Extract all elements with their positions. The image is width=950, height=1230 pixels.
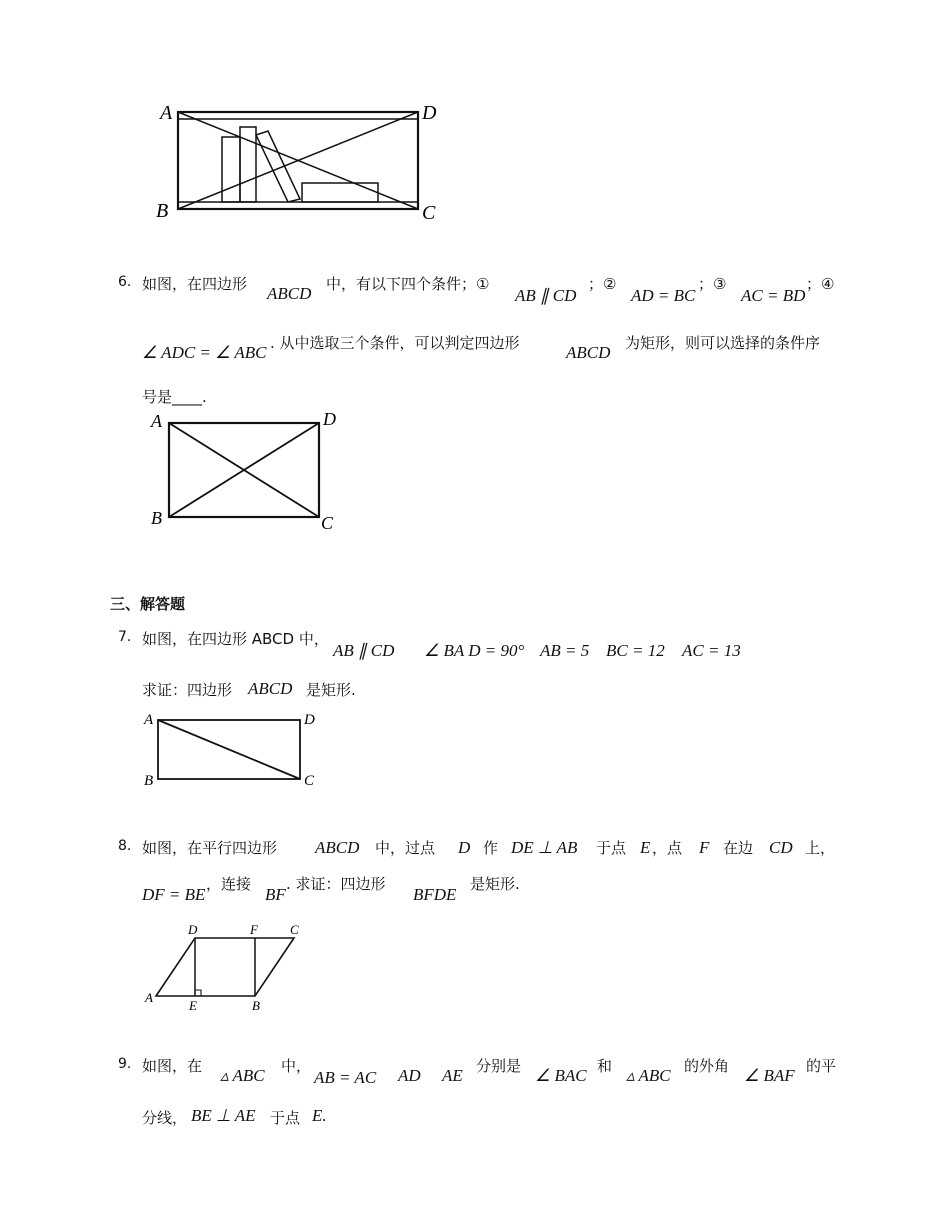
q6-condition-4: ∠ ADC = ∠ ABC bbox=[142, 343, 267, 362]
q7-abcd: ABCD bbox=[248, 679, 293, 698]
q8-point-e: E bbox=[640, 838, 651, 857]
figure-q8-parallelogram bbox=[140, 918, 320, 1018]
q8-side-cd: CD bbox=[769, 838, 793, 857]
q7-text-3: 是矩形. bbox=[306, 681, 356, 699]
fig5-label-d: D bbox=[422, 102, 437, 124]
q6-text-4: 为矩形，则可以选择的条件序 bbox=[625, 334, 821, 352]
fig8-label-e: E bbox=[189, 998, 197, 1013]
q8-point-f: F bbox=[699, 838, 710, 857]
q9-angle-1: ∠ BAC bbox=[535, 1066, 587, 1085]
q6-condition-1: AB ∥ CD bbox=[515, 286, 577, 305]
figure-q5-bookshelf bbox=[150, 95, 450, 225]
figure-q7-rectangle bbox=[140, 708, 330, 793]
q7-text-1: 如图，在四边形 ABCD 中， bbox=[142, 630, 329, 648]
q8-number: 8. bbox=[118, 838, 132, 854]
q6-text-3: . 从中选取三个条件，可以判定四边形 bbox=[270, 334, 520, 352]
q7-condition-3: AB = 5 bbox=[540, 641, 590, 660]
q8-text-4: 于点 bbox=[596, 839, 627, 857]
q9-point-e: E. bbox=[312, 1106, 327, 1125]
fig8-label-a: A bbox=[145, 990, 153, 1005]
q8-text-9: . 求证：四边形 bbox=[286, 875, 386, 893]
q9-text-5: 的外角 bbox=[684, 1057, 730, 1075]
q7-condition-5: AC = 13 bbox=[682, 641, 741, 660]
q6-sep-2: ；③ bbox=[698, 275, 727, 293]
q6-abcd-2: ABCD bbox=[566, 343, 611, 362]
q8-text-10: 是矩形. bbox=[470, 875, 520, 893]
q9-angle-2: ∠ BAF bbox=[744, 1066, 795, 1085]
fig7-label-c: C bbox=[304, 773, 315, 789]
q8-point-d: D bbox=[458, 838, 471, 857]
fig6-label-c: C bbox=[321, 513, 334, 533]
q8-text-2: 中，过点 bbox=[375, 839, 436, 857]
q6-sep-3: ；④ bbox=[806, 275, 835, 293]
q9-text-2: 中， bbox=[281, 1057, 312, 1075]
q8-bfde: BFDE bbox=[413, 885, 457, 904]
q6-sep-1: ；② bbox=[588, 275, 617, 293]
fig6-label-b: B bbox=[151, 508, 162, 528]
q6-text-2: 中，有以下四个条件；① bbox=[326, 275, 490, 293]
q6-text-5: 号是____. bbox=[142, 388, 207, 406]
fig5-label-b: B bbox=[156, 200, 169, 222]
fig5-label-c: C bbox=[422, 202, 436, 224]
q9-triangle-1: ▵ ABC bbox=[220, 1066, 265, 1085]
q8-condition-1: DE ⊥ AB bbox=[511, 838, 578, 857]
fig7-label-d: D bbox=[304, 712, 315, 728]
fig8-label-f: F bbox=[250, 922, 258, 937]
q9-text-6: 的平 bbox=[806, 1057, 837, 1075]
q6-condition-2: AD = BC bbox=[631, 286, 696, 305]
q8-text-3: 作 bbox=[483, 839, 499, 857]
q8-segment-bf: BF bbox=[265, 885, 286, 904]
q7-condition-2: ∠ BA D = 90° bbox=[424, 641, 525, 660]
fig5-label-a: A bbox=[160, 102, 173, 124]
q8-abcd: ABCD bbox=[315, 838, 360, 857]
q8-condition-2: DF = BE bbox=[142, 885, 206, 904]
q9-number: 9. bbox=[118, 1056, 132, 1072]
fig7-label-a: A bbox=[144, 712, 154, 728]
section-3-heading: 三、解答题 bbox=[110, 595, 186, 613]
q8-text-7: 上， bbox=[805, 839, 836, 857]
q8-text-5: ，点 bbox=[652, 839, 683, 857]
fig8-label-b: B bbox=[252, 998, 260, 1013]
q7-number: 7. bbox=[118, 629, 132, 645]
figure-q6-rectangle bbox=[145, 405, 355, 535]
q8-text-6: 在边 bbox=[723, 839, 754, 857]
q9-condition-1: AB = AC bbox=[314, 1068, 377, 1087]
q6-abcd-1: ABCD bbox=[267, 284, 312, 303]
q9-condition-2: AD bbox=[398, 1066, 421, 1085]
q8-text-1: 如图，在平行四边形 bbox=[142, 839, 278, 857]
q9-text-7: 分线， bbox=[142, 1109, 188, 1127]
fig8-label-d: D bbox=[188, 922, 198, 937]
fig6-label-d: D bbox=[323, 409, 336, 429]
fig8-label-c: C bbox=[290, 922, 299, 937]
q9-text-1: 如图，在 bbox=[142, 1057, 203, 1075]
q9-triangle-2: ▵ ABC bbox=[626, 1066, 671, 1085]
q9-condition-4: BE ⊥ AE bbox=[191, 1106, 256, 1125]
q9-condition-3: AE bbox=[442, 1066, 463, 1085]
fig6-label-a: A bbox=[151, 411, 162, 431]
q9-text-8: 于点 bbox=[270, 1109, 301, 1127]
q6-text-1: 如图，在四边形 bbox=[142, 275, 248, 293]
q6-number: 6. bbox=[118, 274, 132, 290]
q7-condition-4: BC = 12 bbox=[606, 641, 665, 660]
q6-condition-3: AC = BD bbox=[741, 286, 806, 305]
q7-text-2: 求证：四边形 bbox=[142, 681, 233, 699]
q7-condition-1: AB ∥ CD bbox=[333, 641, 395, 660]
q9-text-4: 和 bbox=[597, 1057, 613, 1075]
q8-text-8: ，连接 bbox=[206, 875, 252, 893]
q9-text-3: 分别是 bbox=[476, 1057, 522, 1075]
fig7-label-b: B bbox=[144, 773, 154, 789]
